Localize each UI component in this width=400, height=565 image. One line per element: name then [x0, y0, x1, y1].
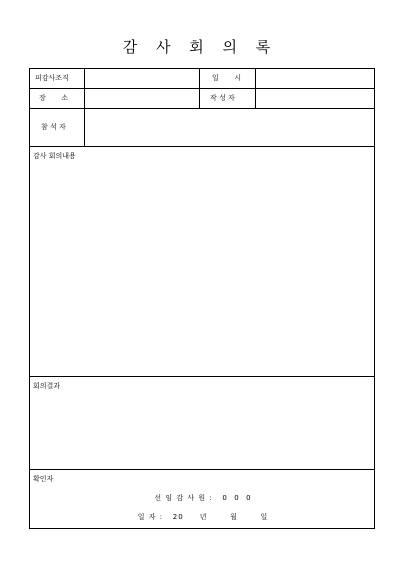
- col-divider-label: [84, 69, 85, 146]
- org-value-cell[interactable]: [86, 70, 198, 87]
- row-divider-1: [30, 88, 374, 89]
- datetime-label: 일 시: [212, 74, 242, 82]
- row-divider-2: [30, 108, 374, 109]
- result-area[interactable]: [31, 394, 373, 467]
- row-divider-4: [30, 376, 374, 377]
- audit-form: [29, 68, 375, 529]
- place-value-cell[interactable]: [86, 90, 198, 107]
- content-label: 감사 회의내용: [33, 152, 76, 160]
- author-label: 작 성 자: [210, 94, 235, 102]
- attendees-label: 참 석 자: [41, 123, 66, 131]
- author-value-cell[interactable]: [257, 90, 373, 107]
- date-line: 일 자 : 20 년 월 일: [137, 513, 269, 521]
- place-label: 장 소: [39, 94, 69, 102]
- row-divider-5: [30, 469, 374, 470]
- org-label: 피감사조직: [35, 74, 69, 82]
- col-divider-right: [255, 69, 256, 108]
- col-divider-mid: [199, 69, 200, 108]
- datetime-value-cell[interactable]: [257, 70, 373, 87]
- auditor-line: 선 임 감 사 원 : 0 0 0: [154, 494, 252, 502]
- confirmer-label: 확인자: [33, 475, 54, 483]
- attendees-value-cell[interactable]: [86, 110, 373, 145]
- content-area[interactable]: [31, 164, 373, 374]
- result-label: 회의결과: [33, 382, 61, 390]
- row-divider-3: [30, 146, 374, 147]
- document-title: 감 사 회 의 록: [122, 38, 278, 56]
